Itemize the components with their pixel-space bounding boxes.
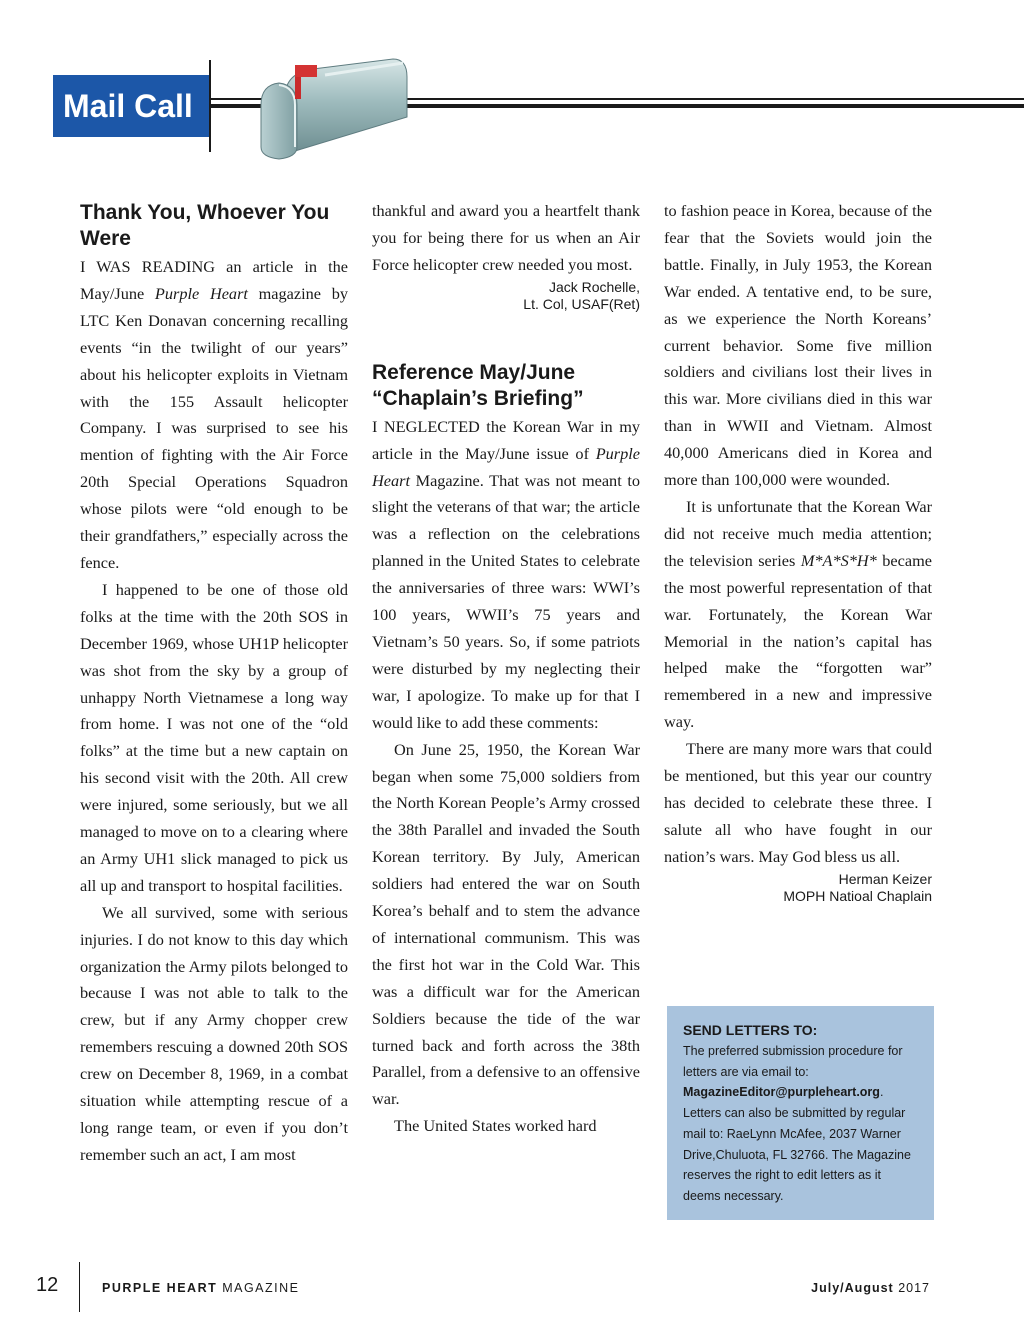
letter-1-heading: Thank You, Whoever You Were [80, 201, 330, 250]
text-run: Magazine. That was not meant to slight the veterans of that war; the article was a reflection on the celebrations planned in the United States to celebrate the anniversaries of three wars: WWI’s 100 years, WWII’s 75 years and Vietnam’s 50 years. So, if some patriots were disturbed by my neglecting their war, I apologize. To make up for that I would like to add these comments: [372, 470, 640, 732]
publication-name-bold: PURPLE HEART [102, 1281, 218, 1295]
letter-1-paragraph-3: We all survived, some with serious injuries. I do not know to this day which organization the Army pilots belonged to because I was not able to talk to the crew, but if any Army chopper crew remembers rescuing a downed 20th SOS crew on December 8, 1969, in a combat situation while attempting rescue of a long range team, or even if you don’t remember such an act, I am most [80, 902, 348, 1164]
letter-1-paragraph-1 [80, 254, 348, 577]
page-number: 12 [36, 1274, 59, 1296]
issue-date [811, 1281, 930, 1295]
masthead-divider [209, 60, 211, 152]
text-run: magazine by LTC Ken Donavan concerning recalling events “in the twilight of our years” about his helicopter exploits in Vietnam with the 155 Assault helicopter Company. I was surprised to see his mention of fighting with the Air Force 20th Special Operations Squadron whose pilots were “old enough to be their grandfathers,” especially across the fence. [80, 283, 349, 572]
text-run: The preferred submission procedure for letters are via email to: [683, 1044, 903, 1079]
lead-in: I WAS READING [80, 257, 215, 276]
editor-email-link[interactable]: MagazineEditor@purpleheart.org [683, 1085, 880, 1100]
footer-divider [79, 1262, 80, 1312]
signature-title: Lt. Col, USAF(Ret) [523, 295, 640, 312]
letter-1-paragraph-2: I happened to be one of those old folks at the time with the 20th SOS in December 1969, whose UH1P helicopter was shot from the sky by a group of unhappy North Vietnamese a long way from home. I was not one of the “old folks” at the time but a new captain on his second visit with the 20th. All crew were injured, some seriously, but we all managed to move on to a clearing where an Army UH1 slick managed to pick us all up and transport to hospital facilities. [80, 579, 348, 895]
text-run: became the most powerful representation of that war. Fortunately, the Korean War Memorial in the nation’s capital has helped make the “forgotten war” remembered in a new and impressive way. [664, 550, 933, 732]
letter-2-paragraph-1 [372, 414, 640, 737]
letter-2-heading: Reference May/June “Chaplain’s Briefing” [372, 360, 584, 410]
letter-2-paragraph-2: On June 25, 1950, the Korean War began when some 75,000 soldiers from the North Korean People’s Army crossed the 38th Parallel and invaded the South Korean territory. By July, American soldiers had entered the war on South Korea’s behalf and to stem the advance of international communism. This was the first hot war in the Cold War. This was a difficult war for the American Soldiers because the tide of the war turned back and forth across the 38th Parallel, from a defensive to an offensive war. [372, 739, 640, 1109]
letter-1-signature [372, 279, 640, 313]
publication-name [102, 1281, 300, 1295]
text-run: It is unfortunate that the Korean War did not receive much media attention; the television series [664, 496, 932, 570]
publication-name-rest: MAGAZINE [217, 1281, 300, 1295]
column-1 [80, 198, 348, 1169]
mailbox-icon [255, 55, 415, 165]
section-title: Mail Call [53, 75, 209, 137]
issue-year: 2017 [893, 1281, 930, 1295]
letter-2-paragraph-5 [664, 494, 932, 736]
signature-name: Jack Rochelle, [548, 278, 640, 295]
issue-months: July/August [811, 1281, 894, 1295]
letter-2-paragraph-6: There are many more wars that could be mentioned, but this year our country has decided to celebrate these three. I salute all who have fought in our nation’s wars. May God bless us all. [664, 739, 932, 866]
column-2 [372, 198, 640, 1140]
signature-title: MOPH Natioal Chaplain [783, 887, 932, 904]
text-run: . Letters can also be submitted by regular mail to: RaeLynn McAfee, 2037 Warner Drive,Chuluota, FL 32766. The Magazine reserves the right to edit letters as it deems necessary. [683, 1085, 911, 1203]
signature-name: Herman Keizer [838, 870, 932, 887]
letter-2-paragraph-4: to fashion peace in Korea, because of the fear that the Soviets would join the battle. Finally, in July 1953, the Korean War ended. A tentative end, to be sure, as we experience the North Koreans’ current behavior. Some five million soldiers and civilians lost their lives in this war. More civilians died in this war than in WWII and Vietnam. Almost 40,000 Americans died in Korea and more than 100,000 were wounded. [664, 201, 932, 490]
send-letters-title: SEND LETTERS TO: [683, 1022, 818, 1038]
magazine-title: Purple Heart [372, 443, 640, 490]
magazine-title: Purple Heart [154, 283, 248, 303]
letter-2-signature [664, 871, 932, 905]
letter-1-paragraph-4: thankful and award you a heartfelt thank you for being there for us when an Air Force helicopter crew needed you most. [372, 201, 640, 274]
text-run: an article in the May/June [80, 257, 349, 303]
column-3 [664, 198, 932, 905]
lead-in: I NEGLECTED [372, 416, 480, 436]
send-letters-text [683, 1041, 918, 1207]
text-run: the Korean War in my article in the May/June issue of [372, 416, 640, 463]
send-letters-box [667, 1006, 934, 1220]
letter-2-paragraph-3: The United States worked hard [394, 1116, 597, 1136]
tv-series-title: M*A*S*H* [800, 550, 877, 570]
